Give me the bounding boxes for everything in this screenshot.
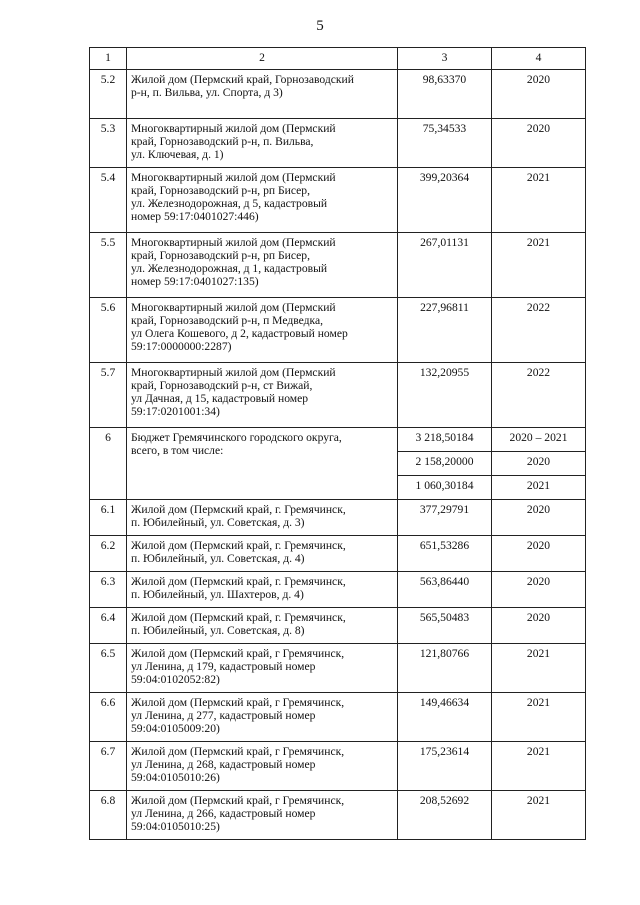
row-description (127, 428, 398, 500)
desc-line: край, Горнозаводский р-н, рп Бисер, (131, 184, 310, 197)
table-row (90, 119, 586, 168)
budget-total-year: 2020 – 2021 (492, 428, 586, 452)
desc-line: 59:04:0105010:25) (131, 820, 220, 833)
row-year: 2021 (492, 693, 586, 742)
table-row (90, 608, 586, 644)
desc-line: край, Горнозаводский р-н, п. Вильва, (131, 135, 314, 148)
table-row (90, 298, 586, 363)
desc-line: ул. Железнодорожная, д 5, кадастровый (131, 197, 328, 210)
data-table (89, 47, 586, 840)
desc-line: Многоквартирный жилой дом (Пермский (131, 122, 336, 135)
row-value: 563,86440 (398, 572, 492, 608)
row-number: 6 (90, 428, 127, 500)
desc-line: п. Юбилейный, ул. Шахтеров, д. 4) (131, 588, 304, 601)
row-value: 651,53286 (398, 536, 492, 572)
desc-line: 59:17:0201001:34) (131, 405, 220, 418)
row-description (127, 791, 398, 840)
row-number: 5.7 (90, 363, 127, 428)
table-row (90, 742, 586, 791)
budget-year: 2020 (492, 452, 586, 476)
desc-line: Жилой дом (Пермский край, г Гремячинск, (131, 696, 345, 709)
row-description (127, 233, 398, 298)
header-cell: 2 (127, 48, 398, 70)
table-row (90, 500, 586, 536)
row-number: 6.7 (90, 742, 127, 791)
table-row (90, 693, 586, 742)
budget-value: 2 158,20000 (398, 452, 492, 476)
desc-line: Многоквартирный жилой дом (Пермский (131, 301, 336, 314)
desc-line: п. Юбилейный, ул. Советская, д. 8) (131, 624, 305, 637)
desc-line: ул Олега Кошевого, д 2, кадастровый номер (131, 327, 348, 340)
desc-line: ул Ленина, д 179, кадастровый номер (131, 660, 316, 673)
row-description (127, 70, 398, 119)
row-value: 208,52692 (398, 791, 492, 840)
desc-line: ул Ленина, д 277, кадастровый номер (131, 709, 316, 722)
desc-line: ул Ленина, д 266, кадастровый номер (131, 807, 316, 820)
desc-line: Жилой дом (Пермский край, Горнозаводский (131, 73, 354, 86)
desc-line: Жилой дом (Пермский край, г. Гремячинск, (131, 539, 346, 552)
row-year: 2021 (492, 233, 586, 298)
budget-row (90, 428, 586, 452)
row-number: 6.6 (90, 693, 127, 742)
desc-line: Многоквартирный жилой дом (Пермский (131, 171, 336, 184)
table-row (90, 168, 586, 233)
row-description (127, 119, 398, 168)
header-cell: 4 (492, 48, 586, 70)
desc-line: Жилой дом (Пермский край, г Гремячинск, (131, 647, 345, 660)
desc-line: 59:04:0105009:20) (131, 722, 220, 735)
row-description (127, 363, 398, 428)
row-number: 5.5 (90, 233, 127, 298)
row-description (127, 572, 398, 608)
desc-line: ул. Ключевая, д. 1) (131, 148, 224, 161)
row-year: 2022 (492, 363, 586, 428)
row-year: 2022 (492, 298, 586, 363)
desc-line: п. Юбилейный, ул. Советская, д. 4) (131, 552, 305, 565)
desc-line: всего, в том числе: (131, 444, 224, 457)
desc-line: 59:04:0102052:82) (131, 673, 220, 686)
desc-line: ул Дачная, д 15, кадастровый номер (131, 392, 309, 405)
row-value: 175,23614 (398, 742, 492, 791)
row-number: 6.2 (90, 536, 127, 572)
table-row (90, 791, 586, 840)
desc-line: ул. Железнодорожная, д 1, кадастровый (131, 262, 328, 275)
desc-line: Жилой дом (Пермский край, г. Гремячинск, (131, 611, 346, 624)
desc-line: Многоквартирный жилой дом (Пермский (131, 366, 336, 379)
desc-line: п. Юбилейный, ул. Советская, д. 3) (131, 516, 305, 529)
row-value: 377,29791 (398, 500, 492, 536)
desc-line: ул Ленина, д 268, кадастровый номер (131, 758, 316, 771)
table-row (90, 536, 586, 572)
table-row (90, 70, 586, 119)
budget-value: 1 060,30184 (398, 476, 492, 500)
row-year: 2021 (492, 742, 586, 791)
row-description (127, 168, 398, 233)
budget-year: 2021 (492, 476, 586, 500)
row-year: 2020 (492, 536, 586, 572)
row-value: 227,96811 (398, 298, 492, 363)
row-year: 2020 (492, 572, 586, 608)
row-description (127, 298, 398, 363)
row-description (127, 608, 398, 644)
row-value: 75,34533 (398, 119, 492, 168)
desc-line: номер 59:17:0401027:135) (131, 275, 259, 288)
row-number: 6.8 (90, 791, 127, 840)
desc-line: Бюджет Гремячинского городского округа, (131, 431, 342, 444)
desc-line: Жилой дом (Пермский край, г Гремячинск, (131, 745, 345, 758)
table-row (90, 644, 586, 693)
row-year: 2020 (492, 119, 586, 168)
row-description (127, 500, 398, 536)
row-value: 98,63370 (398, 70, 492, 119)
budget-total-value: 3 218,50184 (398, 428, 492, 452)
row-year: 2020 (492, 500, 586, 536)
desc-line: Жилой дом (Пермский край, г. Гремячинск, (131, 503, 346, 516)
desc-line: край, Горнозаводский р-н, рп Бисер, (131, 249, 310, 262)
row-value: 132,20955 (398, 363, 492, 428)
desc-line: 59:04:0105010:26) (131, 771, 220, 784)
row-number: 6.3 (90, 572, 127, 608)
desc-line: Жилой дом (Пермский край, г Гремячинск, (131, 794, 345, 807)
row-number: 6.5 (90, 644, 127, 693)
table-header-row (90, 48, 586, 70)
row-year: 2021 (492, 644, 586, 693)
table-row (90, 363, 586, 428)
row-value: 399,20364 (398, 168, 492, 233)
row-value: 267,01131 (398, 233, 492, 298)
row-number: 6.4 (90, 608, 127, 644)
desc-line: 59:17:0000000:2287) (131, 340, 232, 353)
row-value: 565,50483 (398, 608, 492, 644)
row-year: 2021 (492, 791, 586, 840)
desc-line: Жилой дом (Пермский край, г. Гремячинск, (131, 575, 346, 588)
row-year: 2020 (492, 70, 586, 119)
row-number: 6.1 (90, 500, 127, 536)
desc-line: край, Горнозаводский р-н, ст Вижай, (131, 379, 313, 392)
header-cell: 1 (90, 48, 127, 70)
row-number: 5.2 (90, 70, 127, 119)
desc-line: номер 59:17:0401027:446) (131, 210, 259, 223)
row-number: 5.4 (90, 168, 127, 233)
row-year: 2021 (492, 168, 586, 233)
row-number: 5.6 (90, 298, 127, 363)
row-description (127, 742, 398, 791)
row-value: 149,46634 (398, 693, 492, 742)
header-cell: 3 (398, 48, 492, 70)
page-number: 5 (316, 18, 324, 34)
desc-line: край, Горнозаводский р-н, п Медведка, (131, 314, 324, 327)
row-description (127, 644, 398, 693)
table-row (90, 572, 586, 608)
row-number: 5.3 (90, 119, 127, 168)
row-year: 2020 (492, 608, 586, 644)
row-description (127, 536, 398, 572)
table-row (90, 233, 586, 298)
row-description (127, 693, 398, 742)
desc-line: Многоквартирный жилой дом (Пермский (131, 236, 336, 249)
desc-line: р-н, п. Вильва, ул. Спорта, д 3) (131, 86, 283, 99)
row-value: 121,80766 (398, 644, 492, 693)
